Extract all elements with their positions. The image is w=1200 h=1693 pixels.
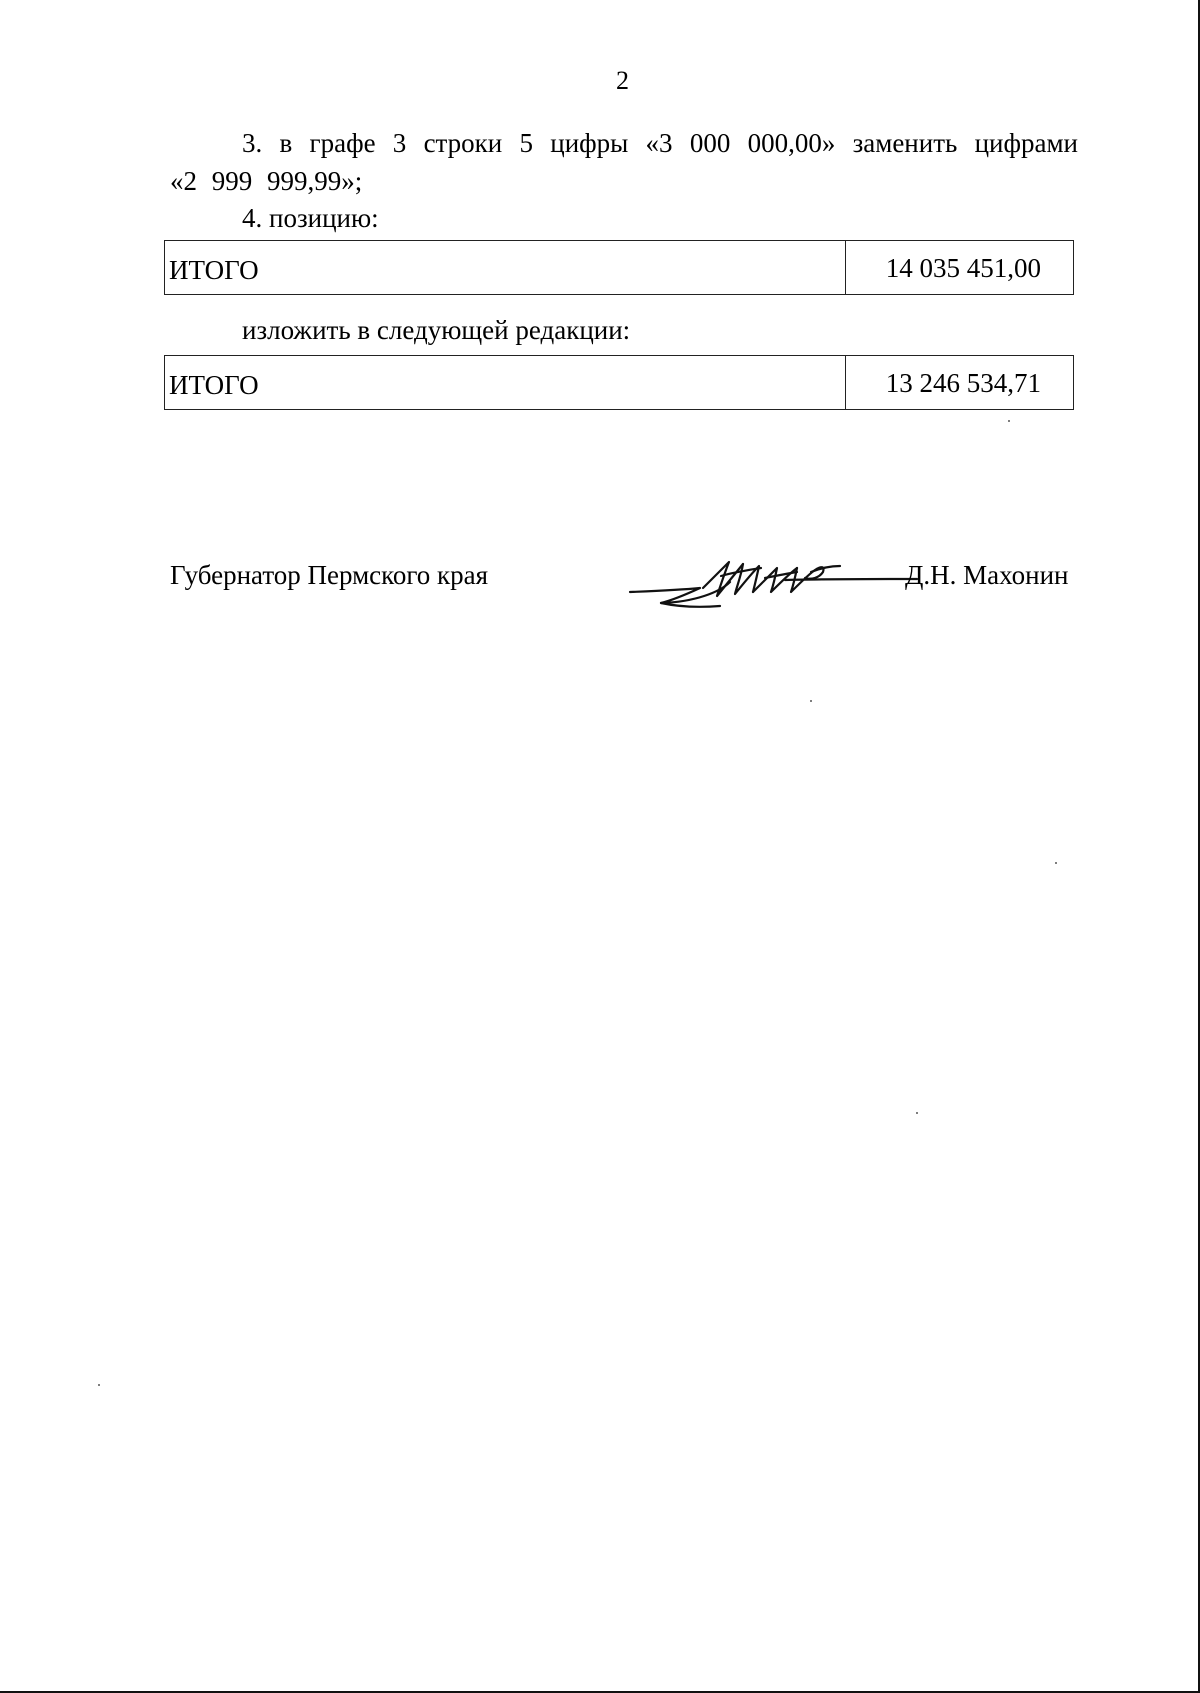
signatory-title: Губернатор Пермского края <box>170 560 489 590</box>
old-position-table <box>164 240 1074 295</box>
signatory-name: Д.Н. Махонин <box>905 560 1069 590</box>
old-position-label: ИТОГО <box>165 241 846 294</box>
page-number: 2 <box>616 66 629 95</box>
new-position-label: ИТОГО <box>165 356 846 409</box>
new-position-table <box>164 355 1074 410</box>
amendment-item-4: 4. позицию: <box>242 203 379 233</box>
handwritten-signature <box>625 548 920 614</box>
scan-speck <box>98 1384 100 1386</box>
instruction-text: изложить в следующей редакции: <box>242 315 631 345</box>
scan-speck <box>810 700 812 702</box>
scan-speck <box>1055 862 1057 864</box>
amendment-item-3: 3. в графе 3 строки 5 цифры «3 000 000,00» заменить цифрами «2 999 999,99»; <box>170 128 1078 196</box>
scan-speck <box>916 1112 918 1114</box>
new-position-value: 13 246 534,71 <box>885 368 1041 398</box>
scan-speck <box>1008 420 1010 422</box>
old-position-value: 14 035 451,00 <box>885 253 1041 283</box>
